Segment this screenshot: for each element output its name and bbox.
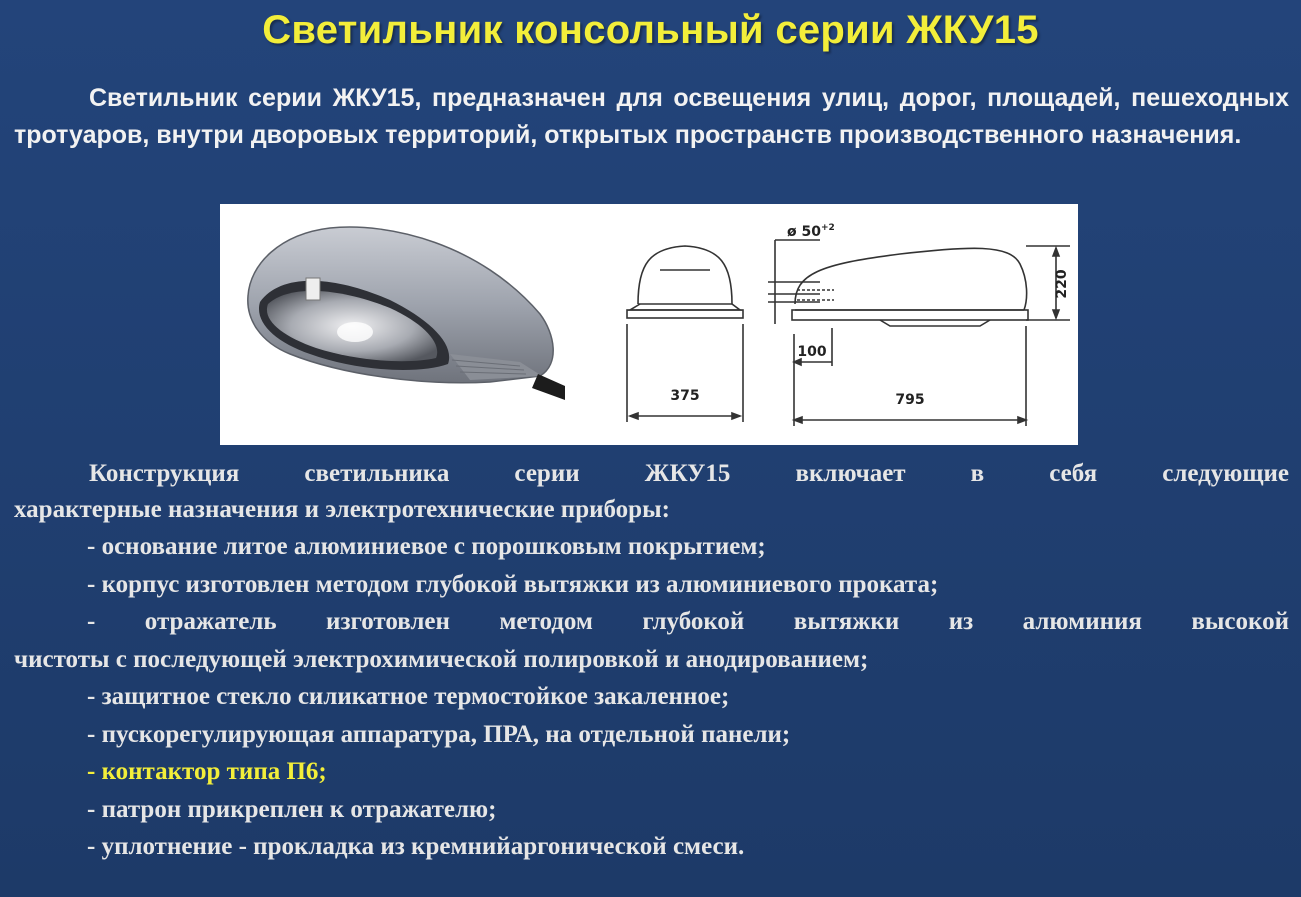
diameter-label: ø $50^{+2}$ [787,223,835,240]
length-label: 795 [895,392,925,408]
luminaire-photo [248,227,565,400]
list-item: - основание литое алюминиевое с порошковым покрытием; [87,533,766,560]
list-item: - патрон прикреплен к отражателю; [87,795,497,823]
height-label: 220 [1054,269,1070,299]
list-item: - отражатель изготовлен методом глубокой вытяжки из алюминия высокой [87,608,1289,635]
construction-section [14,456,1289,866]
list-item: - защитное стекло силикатное термостойкое закаленное; [87,683,730,710]
construction-lead-line2: характерные назначения и электротехнические приборы: [14,496,670,523]
list-item: - пускорегулирующая аппаратура, ПРА, на отдельной панели; [87,720,791,748]
luminaire-figure [220,204,1078,445]
offset-label: 100 [797,344,827,360]
list-item-continuation: чистоты с последующей электрохимической полировкой и анодированием; [14,645,869,673]
list-item-highlighted: - контактор типа П6; [87,758,327,785]
construction-lead-line1: Конструкция светильника серии ЖКУ15 включает в себя следующие [89,460,1289,487]
slide-title: Светильник консольный серии ЖКУ15 [262,8,1039,52]
luminaire-drawing [220,204,1078,445]
intro-paragraph: Светильник серии ЖКУ15, предназначен для освещения улиц, дорог, площадей, пешеходных тротуаров, внутри дворовых территорий, открытых пространств производственного назначения. [14,84,1289,149]
front-width-label: 375 [670,388,700,404]
list-item: - корпус изготовлен методом глубокой вытяжки из алюминиевого проката; [87,570,939,598]
list-item: - уплотнение - прокладка из кремнийаргонической смеси. [87,833,745,860]
